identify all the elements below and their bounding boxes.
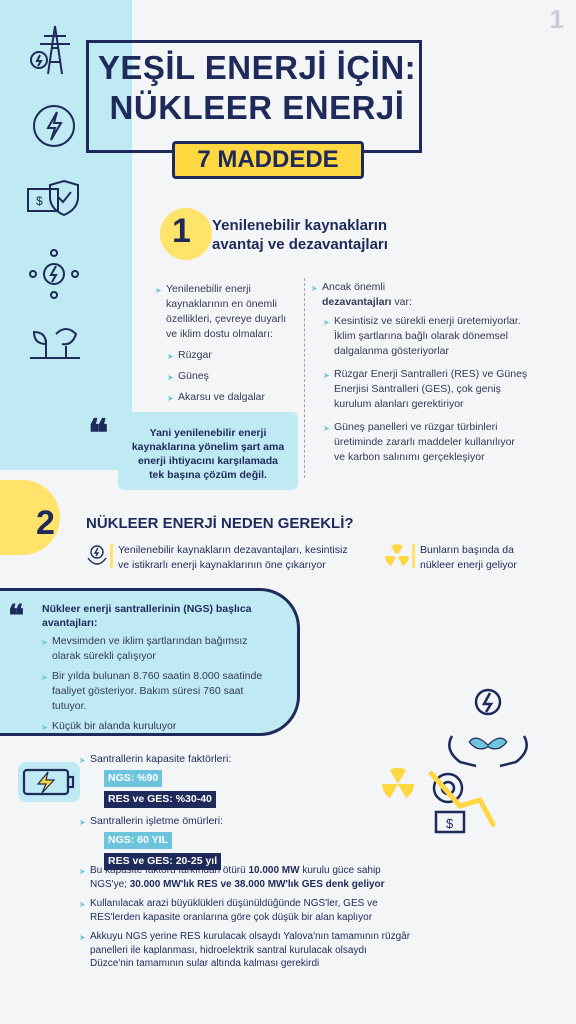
- item-line: ➤ Kesintisiz ve sürekli enerji üretemiyorlar.: [334, 315, 521, 327]
- quote-icon: ❝: [88, 410, 109, 455]
- item-line: [90, 864, 560, 878]
- page-number: 1: [549, 4, 564, 34]
- ngs-heading-line: Nükleer enerji santrallerinin (NGS) başlıca: [42, 603, 252, 615]
- point-line: Yenilenebilir kaynakların dezavantajları, kesintisiz: [118, 544, 348, 556]
- item-line: ➤ Güneş panelleri ve rüzgar türbinleri: [334, 421, 498, 433]
- intro-line: özellikleri, çevreye duyarlı: [166, 313, 287, 325]
- ngs-list: [52, 634, 292, 734]
- item-line: panelleri ile kaplanması, hidroelektrik santral kurulacak olsaydı: [90, 944, 367, 956]
- intro-line: ve iklim dostu olmaları:: [166, 328, 273, 340]
- power-tower-icon: [30, 22, 80, 82]
- list-item: [52, 634, 292, 664]
- money-shield-icon: [26, 175, 86, 220]
- plant-idea-icon: [26, 318, 86, 363]
- intro-line: kaynaklarının en önemli: [166, 298, 277, 310]
- quote-line: kaynaklarına yönelim şart ama: [131, 441, 285, 453]
- list-item: [90, 864, 560, 891]
- battery-charging-icon: [22, 766, 78, 798]
- title-line-2: NÜKLEER ENERJİ: [109, 89, 405, 126]
- eco-hand-icon: [86, 544, 108, 566]
- life-res-tag: RES ve GES: 20-25 yıl: [104, 853, 221, 870]
- item-line: kurulum alanları gerektiriyor: [334, 398, 464, 410]
- item-line: Enerjisi Santralleri (GES), çok geniş: [334, 383, 501, 395]
- item-line: RES'lerden kapasite oranlarına göre çok düşük bir alan kaplıyor: [90, 911, 373, 923]
- point-line: nükleer enerji geliyor: [420, 559, 517, 571]
- list-item: [90, 930, 560, 971]
- capacity-label: ➤ Santrallerin kapasite faktörleri:: [90, 752, 231, 767]
- point-line: ve istikrarlı enerji kaynaklarının öne çıkarıyor: [118, 559, 326, 571]
- renewables-intro-text: [166, 282, 302, 342]
- section-1-number: 1: [172, 212, 191, 250]
- lightning-circle-icon: [30, 102, 80, 152]
- item-line: [90, 878, 560, 892]
- list-item: ➤ Rüzgar: [178, 348, 302, 363]
- section-2-point-2: [420, 543, 560, 573]
- svg-text:$: $: [446, 816, 454, 831]
- ngs-heading: [42, 602, 252, 630]
- intro-line: ➤ Ancak önemli: [322, 281, 386, 293]
- item-line: ➤ Mevsimden ve iklim şartlarından bağımsız: [52, 635, 248, 647]
- section-1-heading: [212, 216, 388, 254]
- quote-line: tek başına çözüm değil.: [149, 469, 267, 481]
- item-line: dalgalanma gösteriyorlar: [334, 345, 449, 357]
- capacity-tags: [104, 770, 231, 808]
- energy-cycle-icon: [30, 250, 80, 300]
- item-line: faaliyet gösteriyor. Bakım süresi 760 saat: [52, 685, 244, 697]
- ngs-heading-line: avantajları:: [42, 617, 98, 629]
- page-title: [92, 48, 422, 128]
- list-item: [334, 420, 562, 465]
- text-bold: 10.000 MW: [248, 865, 300, 876]
- text-part: kurulu güce sahip: [299, 865, 381, 876]
- energy-illustration-icon: [370, 676, 560, 842]
- disadvantages-intro: [322, 280, 562, 310]
- list-item: [90, 897, 560, 924]
- text-part: NGS'ye;: [90, 878, 130, 890]
- title-badge: 7 MADDEDE: [172, 141, 364, 179]
- item-line: ve karbon salınımı gerçekleşiyor: [334, 451, 485, 463]
- intro-tail: var:: [391, 296, 412, 308]
- capacity-res-tag: RES ve GES: %30-40: [104, 791, 216, 808]
- point-line: Bunların başında da: [420, 544, 514, 556]
- title-line-1: YEŞİL ENERJİ İÇİN:: [97, 49, 417, 86]
- capacity-ngs-tag: NGS: %90: [104, 770, 162, 787]
- item-line: ➤ Akkuyu NGS yerine RES kurulacak olsaydı Yalova'nın tamamının rüzgâr: [90, 931, 411, 942]
- item-line: Düzce'nin tamamının sular altında kalması gerekirdi: [90, 958, 320, 969]
- item-line: ➤ Kullanılacak arazi büyüklükleri düşünüldüğünde NGS'ler, GES ve: [90, 898, 378, 909]
- list-item: ➤ Güneş: [178, 369, 302, 384]
- quote-line: enerji ihtiyacını karşılamada: [137, 455, 279, 467]
- text-bold: 30.000 MW'lık RES ve 38.000 MW'lık GES denk geliyor: [129, 878, 385, 890]
- column-divider: [304, 278, 305, 478]
- quote-text: [122, 426, 294, 482]
- list-item: ➤ Akarsu ve dalgalar: [178, 390, 302, 405]
- item-line: olarak sürekli çalışıyor: [52, 650, 156, 662]
- stats-block: [90, 752, 231, 870]
- quote-icon: ❝: [8, 599, 25, 634]
- yellow-marker: [412, 544, 415, 568]
- item-line: tutuyor.: [52, 700, 87, 712]
- radiation-icon: [384, 544, 410, 568]
- section-2-point-1: [118, 543, 378, 573]
- section-1-heading-line-1: Yenilenebilir kaynakların: [212, 217, 388, 234]
- item-line: üretiminde zararlı maddeler kullanılıyor: [334, 436, 515, 448]
- renewables-intro: [166, 282, 302, 426]
- quote-line: Yani yenilenebilir enerji: [149, 427, 267, 439]
- intro-bold: dezavantajları: [322, 296, 392, 308]
- list-item: [52, 719, 292, 734]
- life-label: ➤ Santrallerin işletme ömürleri:: [90, 814, 231, 829]
- disadvantages-column: [322, 280, 562, 465]
- list-item: [52, 669, 292, 714]
- item-line: ➤ Bir yılda bulunan 8.760 saatin 8.000 saatinde: [52, 670, 263, 682]
- intro-line: [322, 295, 562, 310]
- intro-line: ➤ Yenilenebilir enerji: [166, 283, 251, 295]
- item-line: ➤ Küçük bir alanda kuruluyor: [52, 720, 177, 732]
- text-part: Bu kapasite faktörü farkından ötürü: [90, 865, 249, 876]
- item-line: İklim şartlarına bağlı olarak dönemsel: [334, 330, 508, 342]
- section-1-heading-line-2: avantaj ve dezavantajları: [212, 236, 388, 253]
- list-item: [334, 314, 562, 359]
- disadvantages-list: [334, 314, 562, 465]
- section-2-heading: NÜKLEER ENERJİ NEDEN GEREKLİ?: [86, 515, 354, 532]
- item-line: ➤ Rüzgar Enerji Santralleri (RES) ve Güneş: [334, 368, 528, 380]
- svg-text:$: $: [36, 194, 43, 208]
- yellow-marker: [110, 544, 113, 568]
- list-item: [334, 367, 562, 412]
- life-ngs-tag: NGS: 60 YIL: [104, 832, 172, 849]
- section-2-number: 2: [36, 504, 55, 542]
- closing-points: [90, 864, 560, 971]
